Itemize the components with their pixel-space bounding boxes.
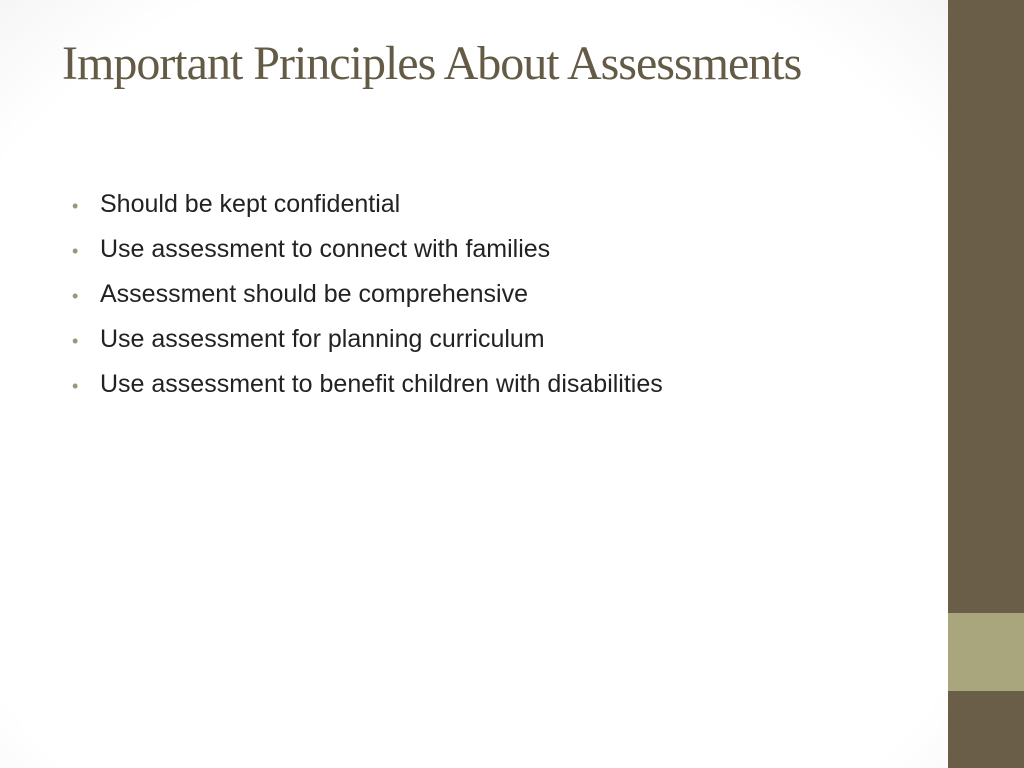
bullet-icon: •	[72, 196, 79, 216]
bullet-item	[72, 227, 932, 272]
bullet-item	[72, 362, 932, 407]
decorative-sidebar-accent	[948, 613, 1024, 691]
bullet-text: Use assessment to connect with families	[100, 235, 551, 263]
bullet-text: Assessment should be comprehensive	[100, 280, 529, 308]
bullet-icon: •	[72, 331, 79, 351]
bullet-text: Use assessment to benefit children with disabilities	[100, 370, 663, 398]
bullet-item	[72, 272, 932, 317]
bullet-icon: •	[72, 286, 79, 306]
bullet-item	[72, 182, 932, 227]
bullet-icon: •	[72, 241, 79, 261]
bullet-icon: •	[72, 376, 79, 396]
bullet-list	[72, 182, 932, 407]
bullet-item	[72, 317, 932, 362]
bullet-text: Use assessment for planning curriculum	[100, 325, 545, 353]
slide-title: Important Principles About Assessments	[62, 37, 802, 90]
bullet-text: Should be kept confidential	[100, 190, 401, 218]
